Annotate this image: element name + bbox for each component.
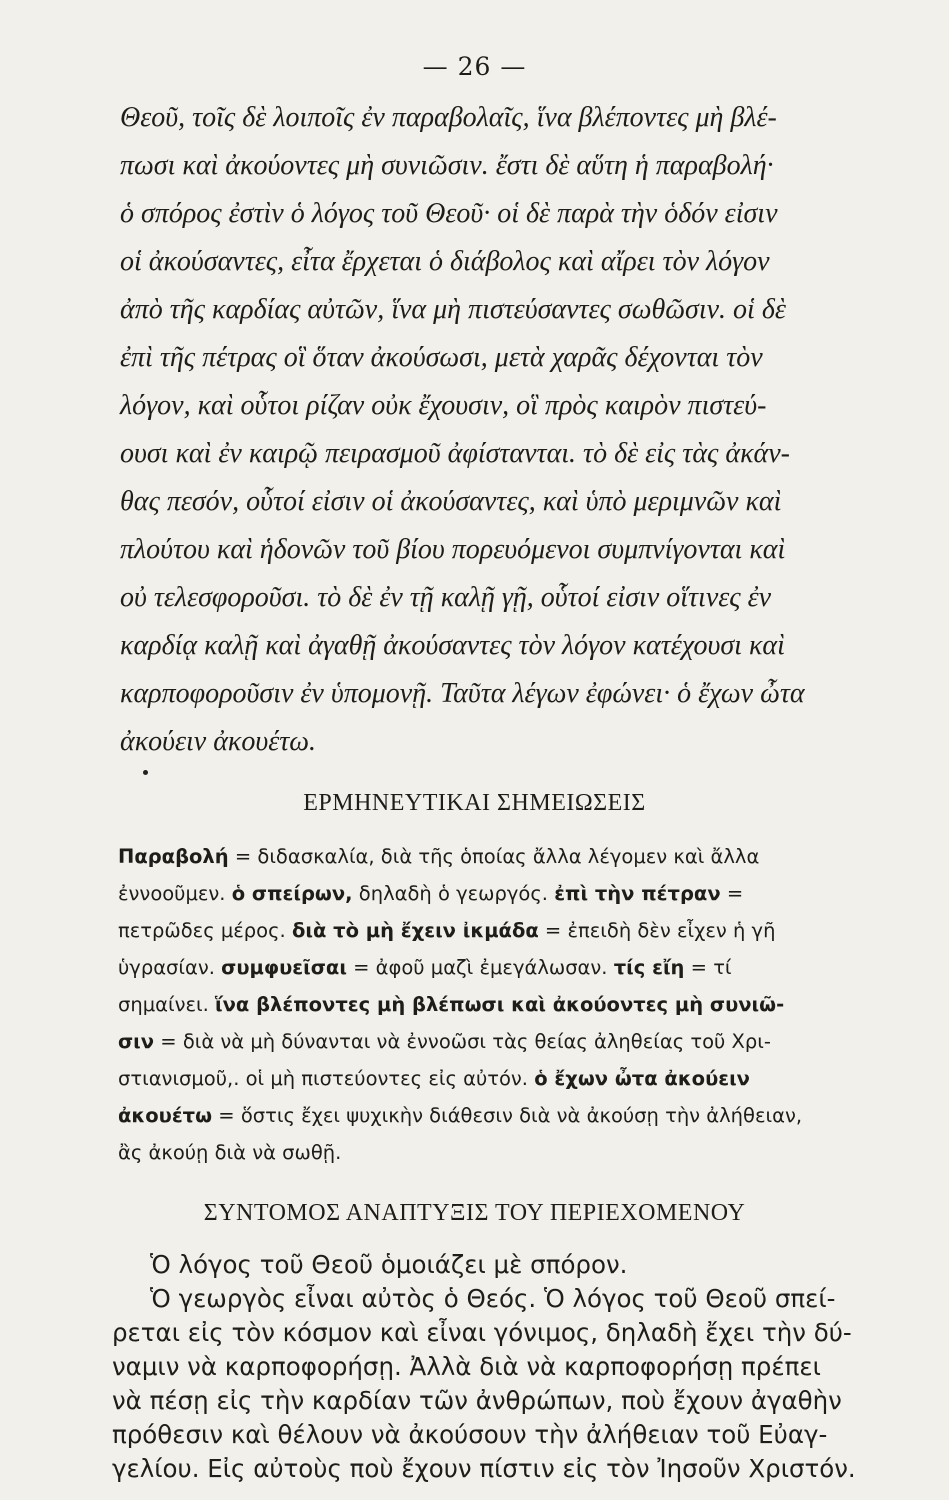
gospel-line: ἀκούειν ἀκουέτω. (120, 726, 317, 757)
notes-line (118, 1104, 802, 1127)
definition: ὑγρασίαν. (118, 956, 222, 979)
definition: = ὅστις ἔχει ψυχικὴν διάθεσιν διὰ νὰ ἀκούσῃ τὴν ἀλήθειαν, (212, 1104, 803, 1127)
definition: πετρῶδες μέρος. (118, 919, 292, 942)
term: τίς εἴη (613, 956, 685, 979)
summary-line: πρόθεσιν καὶ θέλουν νὰ ἀκούσουν τὴν ἀλήθειαν τοῦ Εὐαγ- (112, 1420, 828, 1449)
term: ἀκουέτω (118, 1104, 213, 1127)
page-number: — 26 — (422, 52, 527, 81)
definition: = διὰ νὰ μὴ δύνανται νὰ ἐννοῶσι τὰς θείας ἀληθείας τοῦ Χρι- (154, 1030, 771, 1053)
gospel-line: λόγον, καὶ οὗτοι ρίζαν οὐκ ἔχουσιν, οἳ πρὸς καιρὸν πιστεύ- (120, 390, 767, 421)
notes-line (118, 1030, 771, 1053)
notes-line (118, 1067, 750, 1090)
term: σιν (118, 1030, 155, 1053)
term: συμφυεῖσαι (221, 956, 347, 979)
term: ὁ ἔχων ὦτα ἀκούειν (534, 1067, 750, 1090)
summary-heading: ΣΥΝΤΟΜΟΣ ΑΝΑΠΤΥΞΙΣ ΤΟΥ ΠΕΡΙΕΧΟΜΕΝΟΥ (203, 1200, 746, 1226)
definition: δηλαδὴ ὁ γεωργός. (352, 882, 555, 905)
definition: = ἀφοῦ μαζὶ ἐμεγάλωσαν. (346, 956, 614, 979)
definition: = ἐπειδὴ δὲν εἶχεν ἡ γῆ (538, 919, 776, 942)
term: ἵνα βλέποντες μὴ βλέπωσι καὶ ἀκούοντες μὴ συνιῶ- (215, 993, 785, 1016)
summary-line: Ὁ γεωργὸς εἶναι αὐτὸς ὁ Θεός. Ὁ λόγος τοῦ Θεοῦ σπεί- (150, 1284, 836, 1313)
term: διὰ τὸ μὴ ἔχειν ἰκμάδα (291, 919, 539, 942)
notes-line (118, 956, 732, 979)
gospel-line: καρποφοροῦσιν ἐν ὑπομονῇ. Ταῦτα λέγων ἐφώνει· ὁ ἔχων ὦτα (120, 678, 805, 709)
definition: ἐννοοῦμεν. (118, 882, 232, 905)
term: ἐπὶ τὴν πέτραν (554, 882, 721, 905)
notes-line (118, 1141, 341, 1164)
summary-line: νὰ πέσῃ εἰς τὴν καρδίαν τῶν ἀνθρώπων, ποὺ ἔχουν ἀγαθὴν (112, 1386, 842, 1415)
definition: στιανισμοῦ,. οἱ μὴ πιστεύοντες εἰς αὐτόν. (118, 1067, 535, 1090)
gospel-line: Θεοῦ, τοῖς δὲ λοιποῖς ἐν παραβολαῖς, ἵνα βλέποντες μὴ βλέ- (120, 102, 777, 133)
definition: σημαίνει. (118, 993, 216, 1016)
gospel-line: οἱ ἀκούσαντες, εἶτα ἔρχεται ὁ διάβολος καὶ αἴρει τὸν λόγον (120, 246, 770, 277)
ink-dot (143, 770, 148, 775)
term: ὁ σπείρων, (231, 882, 353, 905)
summary-line: ρεται εἰς τὸν κόσμον καὶ εἶναι γόνιμος, δηλαδὴ ἔχει τὴν δύ- (112, 1318, 852, 1347)
summary-line: γελίου. Εἰς αὐτοὺς ποὺ ἔχουν πίστιν εἰς τὸν Ἰησοῦν Χριστόν. (112, 1454, 856, 1483)
gospel-line: ὁ σπόρος ἐστὶν ὁ λόγος τοῦ Θεοῦ· οἱ δὲ παρὰ τὴν ὁδόν εἰσιν (120, 198, 778, 229)
definition: ἂς ἀκούῃ διὰ νὰ σωθῇ. (118, 1141, 342, 1164)
term: Παραβολή (118, 845, 229, 868)
gospel-line: ουσι καὶ ἐν καιρῷ πειρασμοῦ ἀφίστανται. τὸ δὲ εἰς τὰς ἀκάν- (120, 438, 790, 469)
gospel-line: θας πεσόν, οὗτοί εἰσιν οἱ ἀκούσαντες, καὶ ὑπὸ μεριμνῶν καὶ (120, 486, 782, 517)
gospel-line: καρδίᾳ καλῇ καὶ ἀγαθῇ ἀκούσαντες τὸν λόγον κατέχουσι καὶ (120, 630, 785, 661)
notes-line (118, 845, 759, 868)
definition: = (720, 882, 744, 905)
summary-line: Ὁ λόγος τοῦ Θεοῦ ὁμοιάζει μὲ σπόρον. (150, 1250, 628, 1279)
gospel-line: πλούτου καὶ ἡδονῶν τοῦ βίου πορευόμενοι συμπνίγονται καὶ (120, 534, 786, 565)
definition: = τί (684, 956, 732, 979)
notes-heading: ΕΡΜΗΝΕΥΤΙΚΑΙ ΣΗΜΕΙΩΣΕΙΣ (303, 790, 646, 816)
definition: = διδασκαλία, διὰ τῆς ὁποίας ἄλλα λέγομεν καὶ ἄλλα (228, 845, 760, 868)
notes-line (118, 993, 784, 1016)
notes-line (118, 919, 775, 942)
gospel-line: οὐ τελεσφοροῦσι. τὸ δὲ ἐν τῇ καλῇ γῇ, οὗτοί εἰσιν οἵτινες ἐν (120, 582, 772, 613)
gospel-line: πωσι καὶ ἀκούοντες μὴ συνιῶσιν. ἔστι δὲ αὕτη ἡ παραβολή· (120, 150, 774, 181)
gospel-line: ἀπὸ τῆς καρδίας αὐτῶν, ἵνα μὴ πιστεύσαντες σωθῶσιν. οἱ δὲ (120, 294, 786, 325)
notes-line (118, 882, 743, 905)
summary-line: ναμιν νὰ καρποφορήσῃ. Ἀλλὰ διὰ νὰ καρποφορήσῃ πρέπει (112, 1352, 821, 1381)
gospel-line: ἐπὶ τῆς πέτρας οἳ ὅταν ἀκούσωσι, μετὰ χαρᾶς δέχονται τὸν (120, 342, 763, 373)
